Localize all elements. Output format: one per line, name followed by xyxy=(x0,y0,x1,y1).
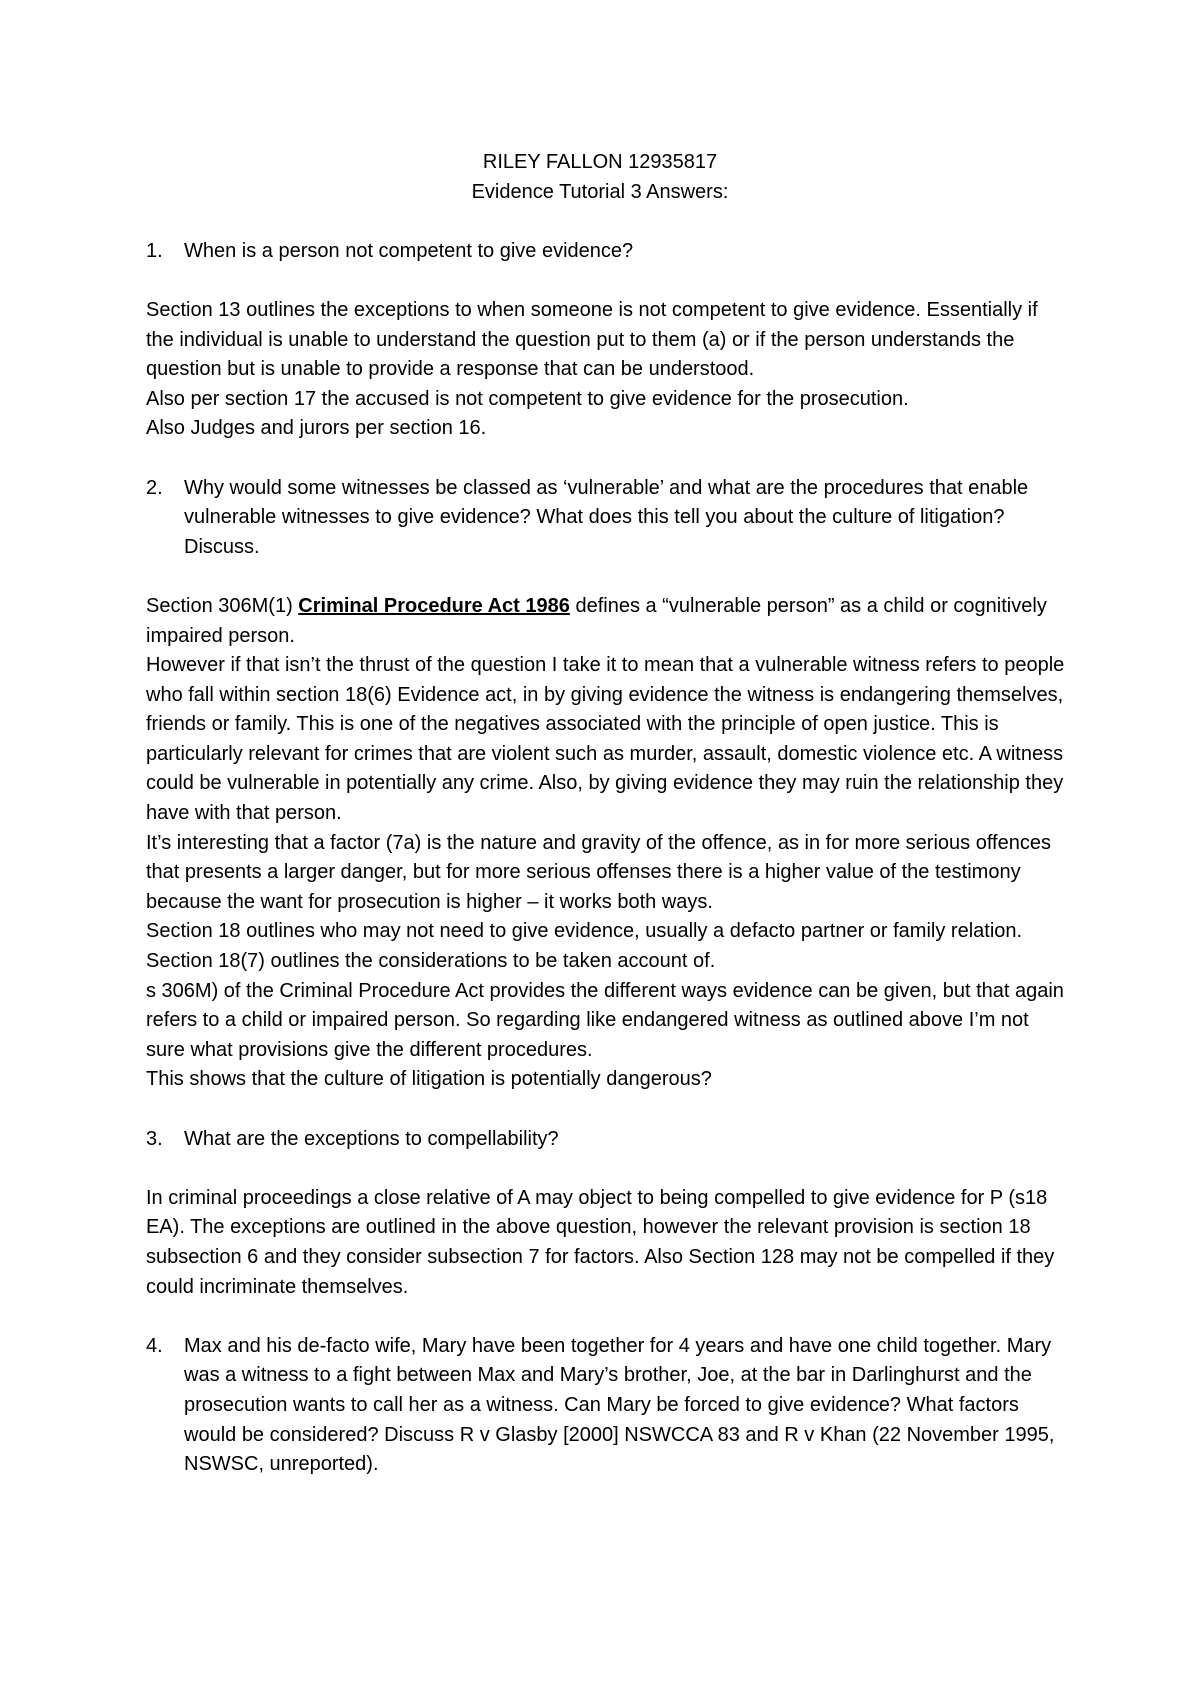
answer-paragraph: It’s interesting that a factor (7a) is the nature and gravity of the offence, as in for more serious offences that presents a larger danger, but for more serious offenses there is a higher value of the testimony because the want for prosecution is higher – it works both ways. xyxy=(146,831,1051,913)
answer-paragraph: Section 13 outlines the exceptions to when someone is not competent to give evidence. Essentially if the individual is unable to understand the question put to them (a) or if the person understands the question but is unable to provide a response that can be understood. xyxy=(146,298,1038,381)
answer-paragraph: However if that isn’t the thrust of the question I take it to mean that a vulnerable witness refers to people who fall within section 18(6) Evidence act, in by giving evidence the witness is endangering themselves, friends or family. This is one of the negatives associated with the principle of open justice. This is particularly relevant for crimes that are violent such as murder, assault, domestic violence etc. A witness could be vulnerable in potentially any crime. Also, by giving evidence they may ruin the relationship they have with that person. xyxy=(146,654,1065,825)
answer-paragraph: This shows that the culture of litigation is potentially dangerous? xyxy=(146,1068,712,1091)
spacer xyxy=(146,1302,1066,1332)
question-text: What are the exceptions to compellability? xyxy=(184,1127,559,1150)
question-2 xyxy=(108,474,1066,563)
answer-paragraph: Also Judges and jurors per section 16. xyxy=(146,417,487,440)
spacer xyxy=(146,1095,1066,1125)
question-number: 3. xyxy=(146,1127,163,1150)
question-number: 2. xyxy=(146,476,163,499)
question-text: Max and his de-facto wife, Mary have been together for 4 years and have one child together. Mary was a witness to a fight between Max and Mary’s brother, Joe, at the bar in Darlinghurst and the prosecution wants to call her as a witness. Can Mary be forced to give evidence? What factors would be considered? Discuss R v Glasby [2000] NSWCCA 83 and R v Khan (22 November 1995, NSWSC, unreported). xyxy=(184,1334,1055,1476)
answer-paragraph: s 306M) of the Criminal Procedure Act provides the different ways evidence can be given, but that again refers to a child or impaired person. So regarding like endangered witness as outlined above I’m not sure what provisions give the different procedures. xyxy=(146,979,1064,1061)
answer-paragraph: In criminal proceedings a close relative of A may object to being compelled to give evidence for P (s18 EA). The exceptions are outlined in the above question, however the relevant provision is section 18 subsection 6 and they consider subsection 7 for factors. Also Section 128 may not be compelled if they could incriminate themselves. xyxy=(146,1186,1055,1298)
spacer xyxy=(146,266,1066,296)
document-body xyxy=(146,148,1066,1480)
question-text: Why would some witnesses be classed as ‘vulnerable’ and what are the procedures that enable vulnerable witnesses to give evidence? What does this tell you about the culture of litigation? Discuss. xyxy=(184,476,1029,558)
author-line: RILEY FALLON 12935817 xyxy=(482,151,718,173)
spacer xyxy=(146,1154,1066,1184)
question-1 xyxy=(108,237,1066,267)
answer-intro-suffix: defines a “vulnerable person” as a child or cognitively impaired person. xyxy=(146,594,1047,647)
question-4 xyxy=(108,1332,1066,1480)
answer-paragraph: Section 18 outlines who may not need to give evidence, usually a defacto partner or family relation. Section 18(7) outlines the considerations to be taken account of. xyxy=(146,920,1023,973)
answer-paragraph: Also per section 17 the accused is not competent to give evidence for the prosecution. xyxy=(146,387,909,410)
act-citation: Criminal Procedure Act 1986 xyxy=(298,594,570,617)
answer-paragraph xyxy=(146,592,1066,651)
spacer xyxy=(146,207,1066,237)
document-title: Evidence Tutorial 3 Answers: xyxy=(471,180,729,203)
question-number: 1. xyxy=(146,239,163,262)
question-3 xyxy=(108,1125,1066,1155)
question-number: 4. xyxy=(146,1334,163,1357)
spacer xyxy=(146,562,1066,592)
question-text: When is a person not competent to give evidence? xyxy=(184,239,634,262)
answer-intro-prefix: Section 306M(1) xyxy=(146,594,299,617)
spacer xyxy=(146,444,1066,474)
